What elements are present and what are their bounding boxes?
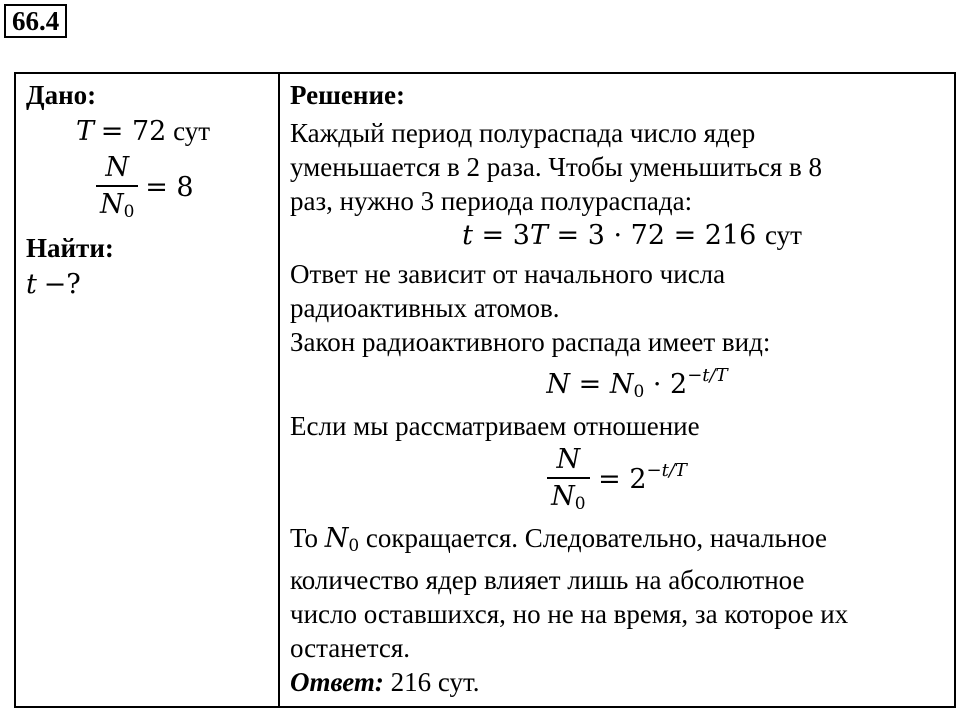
find-heading: Найти: <box>26 233 114 263</box>
formula-decay-law: $N = N_0 \cdot 2^{-t/T}$ <box>546 365 728 402</box>
formula-ratio: $\frac{N}{N_0}$ = $2^{-t/T}$ <box>290 443 944 521</box>
given-ratio: $\frac{N}{N_0}$ = 8 <box>26 151 278 229</box>
ratio-fraction: $\frac{N}{N_0}$ <box>96 151 138 229</box>
paragraph-4: Если мы рассматриваем отношение <box>290 411 700 441</box>
problem-number: 66.4 <box>4 4 67 38</box>
solution-heading: Решение: <box>290 80 405 110</box>
paragraph-1: Каждый период полураспада число ядер уменьшается в 2 раза. Чтобы уменьшиться в 8 раз, нужно 3 периода полураспада: <box>290 118 822 216</box>
decay-ratio-fraction: $\frac{N}{N_0}$ <box>547 443 589 521</box>
solution-table <box>14 72 956 708</box>
solution-column <box>280 74 954 706</box>
given-column <box>16 74 280 706</box>
answer-line: Ответ: 216 сут. <box>290 667 480 697</box>
given-period: T = 72 сут <box>76 116 211 147</box>
formula-time: t = 3T = 3 · 72 = 216 сут <box>462 220 802 251</box>
given-heading: Дано: <box>26 80 97 110</box>
paragraph-2: Ответ не зависит от начального числа радиоактивных атомов. Закон радиоактивного распада имеет вид: <box>290 259 771 357</box>
find-target: t −? <box>26 269 81 300</box>
paragraph-5: То $N_0$ сокращается. Следовательно, начальное количество ядер влияет лишь на абсолютное число оставшихся, но не на время, за которое их останется. <box>290 523 849 663</box>
